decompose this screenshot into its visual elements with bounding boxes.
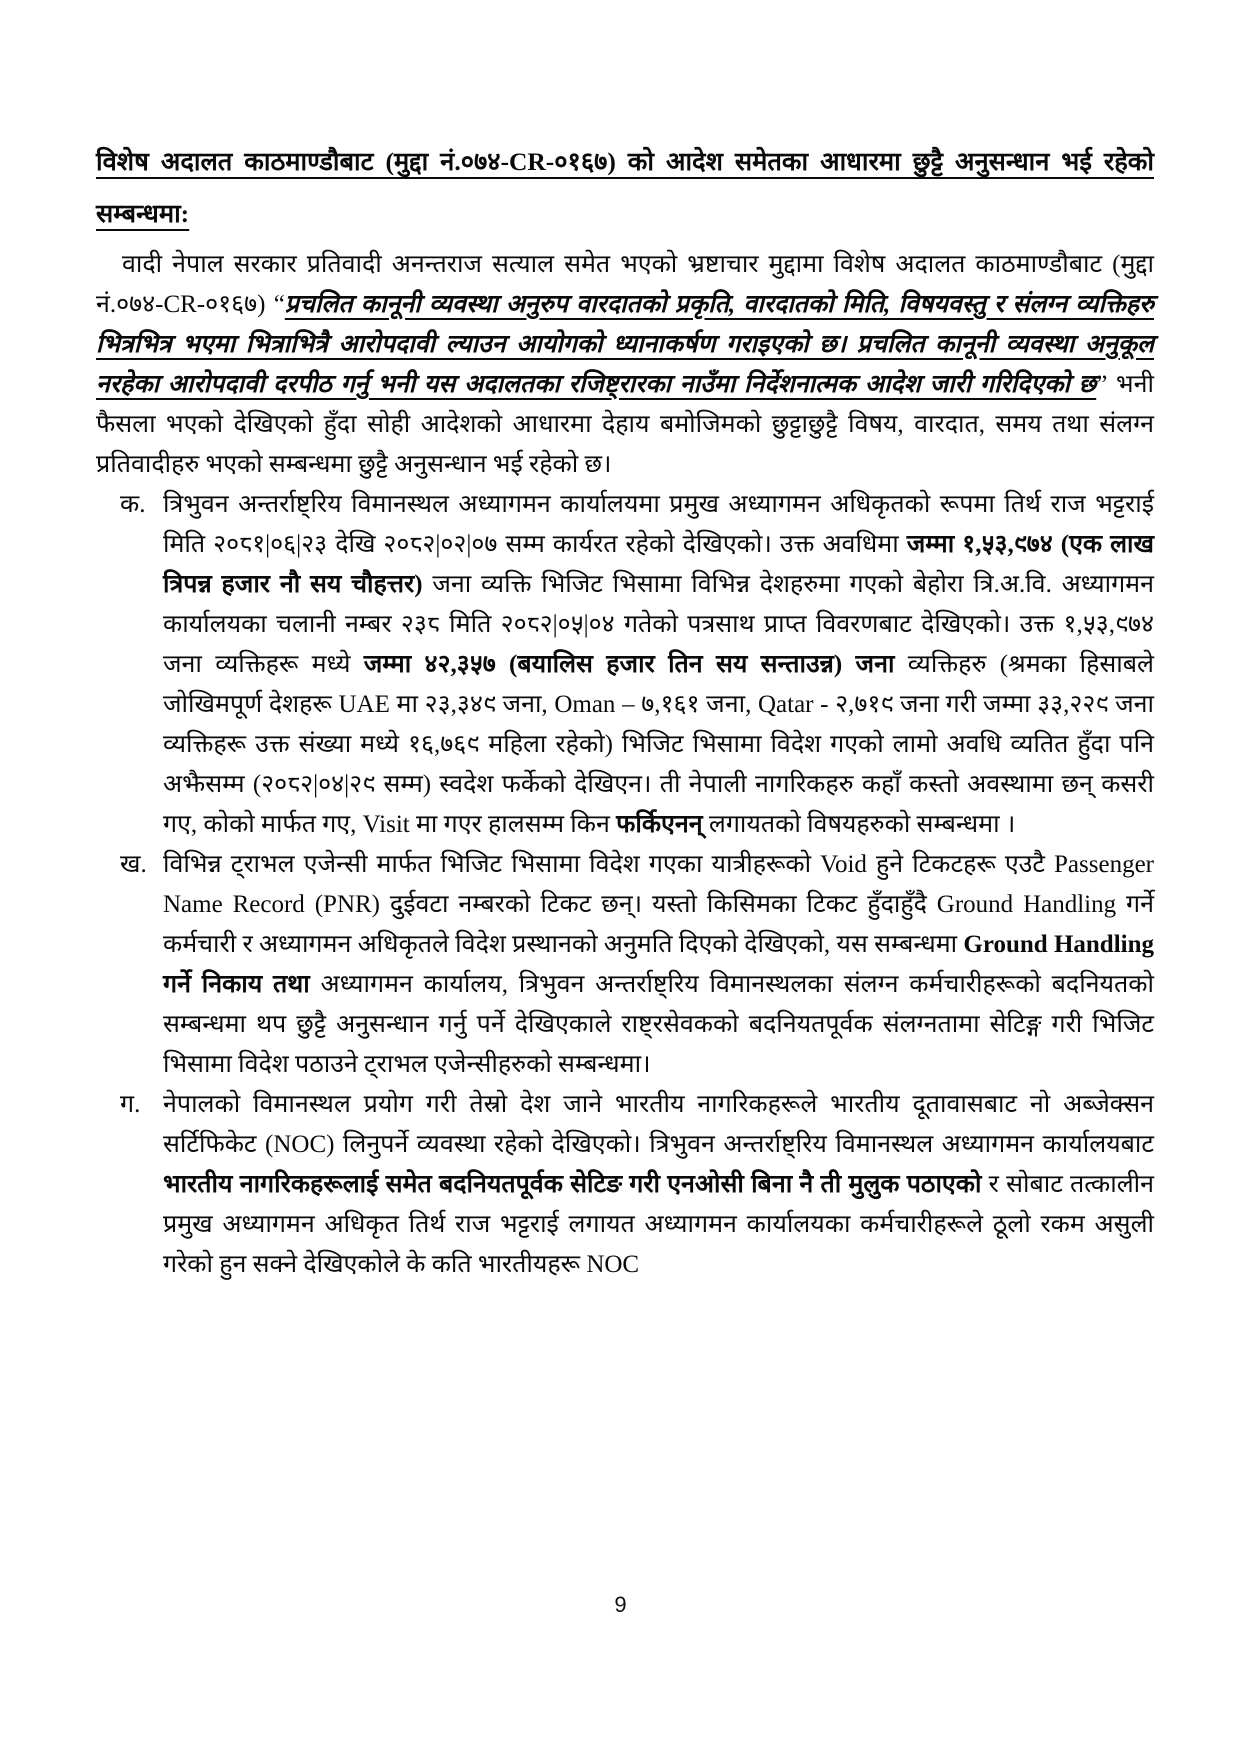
clause-item-ka xyxy=(96,485,1154,845)
intro-paragraph xyxy=(96,245,1154,485)
section-heading-text: विशेष अदालत काठमाण्डौबाट (मुद्दा नं.०७४-CR-०१६७) को आदेश समेतका आधारमा छुट्टै अनुसन्धान भई रहेको सम्बन्धमा: xyxy=(96,147,1154,229)
section-heading xyxy=(96,136,1154,241)
text-run: जम्मा ४२,३५७ (बयालिस हजार तिन सय सन्ताउन्न) जना xyxy=(363,650,895,678)
text-run: र सोबाट तत्कालीन प्रमुख अध्यागमन अधिकृत तिर्थ राज भट्टराई लगायत अध्यागमन कार्यालयका कर्मचारीहरूले ठूलो रकम असुली गरेको हुन सक्ने देखिएकोले के कति भारतीयहरू NOC xyxy=(163,1170,1154,1278)
page-number: 9 xyxy=(614,1592,627,1617)
clause-list xyxy=(96,485,1154,1285)
document-content xyxy=(96,136,1154,1285)
text-run: भारतीय नागरिकहरूलाई समेत बदनियतपूर्वक सेटिङ गरी एनओसी बिना नै ती मुलुक पठाएको xyxy=(163,1170,982,1198)
clause-label-ga: ग. xyxy=(120,1090,141,1118)
text-run: प्रचलित कानूनी व्यवस्था अनुरुप वारदातको प्रकृति, वारदातको मिति, विषयवस्तु र संलग्न व्यक्तिहरु भित्रभित्र भएमा भित्राभित्रै आरोपदावी ल्याउन आयोगको ध्यानाकर्षण गराइएको छ। प्रचलित कानूनी व्यवस्था अनुकूल नरहेका आरोपदावी दरपीठ गर्नु भनी यस अदालतका रजिष्ट्रारका नाउँमा निर्देशनात्मक आदेश जारी गरिदिएको छ xyxy=(96,290,1155,398)
clause-text-ga xyxy=(163,1091,1154,1278)
text-run: अध्यागमन कार्यालय, त्रिभुवन अन्तर्राष्ट्रिय विमानस्थलका संलग्न कर्मचारीहरूको बदनियतको सम्बन्धमा थप छुट्टै अनुसन्धान गर्नु पर्ने देखिएकाले राष्ट्रसेवकको बदनियतपूर्वक संलग्नतामा सेटिङ्ग गरी भिजिट भिसामा विदेश पठाउने ट्राभल एजेन्सीहरुको सम्बन्धमा। xyxy=(163,970,1154,1078)
clause-text-kha xyxy=(163,851,1154,1078)
text-run: व्यक्तिहरु (श्रमका हिसाबले जोखिमपूर्ण देशहरू UAE मा २३,३४९ जना, Oman – ७,१६१ जना, Qatar - २,७१९ जना गरी जम्मा ३३,२२९ जना व्यक्तिहरू उक्त संख्या मध्ये १६,७६९ महिला रहेको) भिजिट भिसामा विदेश गएको लामो अवधि व्यतित हुँदा पनि अझैसम्म (२०८२|०४|२९ सम्म) स्वदेश फर्केको देखिएन। ती नेपाली नागरिकहरु कहाँ कस्तो अवस्थामा छन् कसरी गए, कोको मार्फत गए, Visit मा गएर हालसम्म किन xyxy=(163,650,1154,838)
text-run: नेपालको विमानस्थल प्रयोग गरी तेस्रो देश जाने भारतीय नागरिकहरूले भारतीय दूतावासबाट नो अब्जेक्सन सर्टिफिकेट (NOC) लिनुपर्ने व्यवस्था रहेको देखिएको। त्रिभुवन अन्तर्राष्ट्रिय विमानस्थल अध्यागमन कार्यालयबाट xyxy=(163,1090,1154,1158)
text-run: Ground Handling गर्ने निकाय तथा xyxy=(163,930,1155,998)
text-run: विभिन्न ट्राभल एजेन्सी मार्फत भिजिट भिसामा विदेश गएका यात्रीहरूको Void हुने टिकटहरू एउटै Passenger Name Record (PNR) दुईवटा नम्बरको टिकट छन्। यस्तो किसिमका टिकट हुँदाहुँदै Ground Handling गर्ने कर्मचारी र अध्यागमन अधिकृतले विदेश प्रस्थानको अनुमति दिएको देखिएको, यस सम्बन्धमा xyxy=(163,850,1154,958)
text-run: ” भनी फैसला भएको देखिएको हुँदा सोही आदेशको आधारमा देहाय बमोजिमको छुट्टाछुट्टै विषय, वारदात, समय तथा संलग्न प्रतिवादीहरु भएको सम्बन्धमा छुट्टै अनुसन्धान भई रहेको छ। xyxy=(96,370,1154,478)
text-run: फर्किएनन् xyxy=(616,810,703,838)
clause-item-kha xyxy=(96,845,1154,1085)
clause-item-ga xyxy=(96,1085,1154,1285)
text-run: जम्मा १,५३,९७४ (एक लाख त्रिपन्न हजार नौ सय चौहत्तर) xyxy=(163,530,1154,598)
text-run: जना व्यक्ति भिजिट भिसामा विभिन्न देशहरुमा गएको बेहोरा त्रि.अ.वि. अध्यागमन कार्यालयका चलानी नम्बर २३८ मिति २०८२|०५|०४ गतेको पत्रसाथ प्राप्त विवरणबाट देखिएको। उक्त १,५३,९७४ जना व्यक्तिहरू मध्ये xyxy=(163,570,1154,678)
text-run: लगायतको विषयहरुको सम्बन्धमा । xyxy=(702,810,1016,838)
text-run: त्रिभुवन अन्तर्राष्ट्रिय विमानस्थल अध्यागमन कार्यालयमा प्रमुख अध्यागमन अधिकृतको रूपमा तिर्थ राज भट्टराई मिति २०८१|०६|२३ देखि २०८२|०२|०७ सम्म कार्यरत रहेको देखिएको। उक्त अवधिमा xyxy=(163,490,1154,558)
clause-label-kha: ख. xyxy=(120,850,147,878)
clause-text-ka xyxy=(163,491,1154,838)
clause-label-ka: क. xyxy=(120,490,146,518)
text-run: वादी नेपाल सरकार प्रतिवादी अनन्तराज सत्याल समेत भएको भ्रष्टाचार मुद्दामा विशेष अदालत काठमाण्डौबाट (मुद्दा नं.०७४-CR-०१६७) “ xyxy=(96,250,1154,318)
